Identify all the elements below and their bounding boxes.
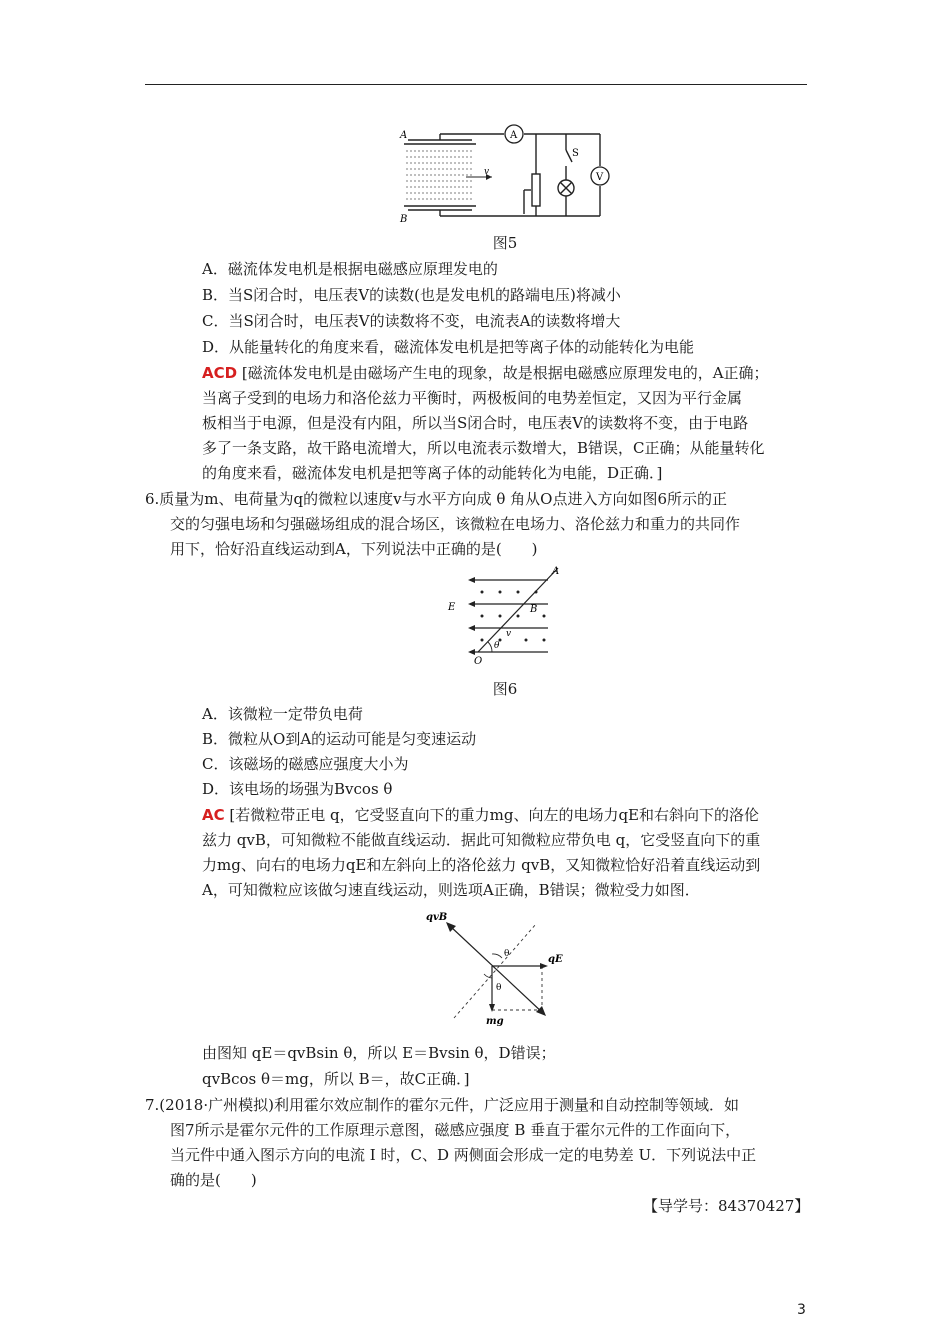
q7-stem-line: 确的是( ) bbox=[170, 1171, 257, 1189]
q6-explanation-line: 力mg、向右的电场力qE和左斜向上的洛伦兹力 qvB，又知微粒恰好沿着直线运动到 bbox=[202, 856, 761, 874]
q6-stem-line: 用下，恰好沿直线运动到A，下列说法中正确的是( ) bbox=[170, 540, 538, 558]
q6-option-d: D．该电场的场强为Bvcos θ bbox=[202, 780, 393, 798]
q5-option-a: A．磁流体发电机是根据电磁感应原理发电的 bbox=[202, 260, 498, 278]
fig6-label-b: B bbox=[530, 604, 538, 615]
fig5-label-plate-a: A bbox=[400, 130, 408, 141]
q6-option-a: A．该微粒一定带负电荷 bbox=[202, 705, 363, 723]
q5-option-b: B．当S闭合时，电压表V的读数(也是发电机的路端电压)将减小 bbox=[202, 286, 621, 304]
q6-option-b: B．微粒从O到A的运动可能是匀变速运动 bbox=[202, 730, 477, 748]
q7-stem-line: 当元件中通入图示方向的电流 I 时，C、D 两侧面会形成一定的电势差 U．下列说法中正 bbox=[170, 1146, 757, 1164]
figure-6-caption: 图6 bbox=[492, 680, 518, 698]
fig5-voltmeter-label: V bbox=[596, 172, 604, 183]
q6-stem-line: 6.质量为m、电荷量为q的微粒以速度v与水平方向成 θ 角从O点进入方向如图6所示的正 bbox=[145, 490, 728, 508]
q6-option-c: C．该磁场的磁感应强度大小为 bbox=[202, 755, 409, 773]
q5-option-d: D．从能量转化的角度来看，磁流体发电机是把等离子体的动能转化为电能 bbox=[202, 338, 695, 356]
q5-option-c: C．当S闭合时，电压表V的读数将不变，电流表A的读数将增大 bbox=[202, 312, 621, 330]
force-label-qe: qE bbox=[548, 954, 563, 965]
page-number: 3 bbox=[797, 1302, 806, 1318]
fig6-label-e: E bbox=[448, 602, 456, 613]
force-label-qvb: qvB bbox=[426, 912, 448, 923]
q7-guide-number: 【导学号：84370427】 bbox=[643, 1197, 810, 1215]
q7-stem-line: 图7所示是霍尔元件的工作原理示意图，磁感应强度 B 垂直于霍尔元件的工作面向下， bbox=[170, 1121, 741, 1139]
force-label-theta-2: θ bbox=[496, 983, 502, 993]
figure-6-field-diagram bbox=[442, 562, 566, 670]
fig5-label-velocity: v bbox=[484, 167, 490, 177]
q5-explanation-first-line bbox=[202, 363, 769, 383]
fig5-ammeter-label: A bbox=[510, 130, 518, 141]
header-rule bbox=[145, 84, 807, 85]
q6-conclusion-line: qvBcos θ＝mg，所以 B＝，故C正确．] bbox=[202, 1070, 470, 1088]
q6-explanation-line: [若微粒带正电 q，它受竖直向下的重力mg、向左的电场力qE和右斜向下的洛伦 bbox=[229, 806, 760, 824]
force-label-mg: mg bbox=[486, 1016, 504, 1027]
fig5-switch-label: S bbox=[572, 148, 579, 159]
q5-explanation-line: 多了一条支路，故干路电流增大，所以电流表示数增大，B错误，C正确；从能量转化 bbox=[202, 439, 765, 457]
fig6-label-v: v bbox=[506, 629, 512, 639]
figure-5-circuit bbox=[396, 124, 612, 226]
q6-explanation-first-line bbox=[202, 805, 759, 825]
q5-explanation-line: 当离子受到的电场力和洛伦兹力平衡时，两极板间的电势差恒定，又因为平行金属 bbox=[202, 389, 743, 407]
q6-explanation-line: A，可知微粒应该做匀速直线运动，则选项A正确，B错误；微粒受力如图． bbox=[202, 881, 700, 899]
q6-answer: AC bbox=[202, 806, 225, 824]
q5-explanation-line: 的角度来看，磁流体发电机是把等离子体的动能转化为电能，D正确．] bbox=[202, 464, 663, 482]
q6-explanation-line: 兹力 qvB，可知微粒不能做直线运动．据此可知微粒应带负电 q，它受竖直向下的重 bbox=[202, 831, 761, 849]
q6-conclusion-line: 由图知 qE＝qvBsin θ，所以 E＝Bvsin θ，D错误； bbox=[202, 1044, 556, 1062]
fig5-label-plate-b: B bbox=[400, 214, 408, 225]
fig6-label-a: A bbox=[552, 566, 560, 577]
force-diagram bbox=[424, 906, 586, 1030]
figure-5-caption: 图5 bbox=[492, 234, 518, 252]
fig6-label-o: O bbox=[474, 656, 483, 667]
q7-stem-line: 7.(2018·广州模拟)利用霍尔效应制作的霍尔元件，广泛应用于测量和自动控制等领域．如 bbox=[145, 1096, 739, 1114]
fig6-label-theta: θ bbox=[494, 641, 500, 651]
q5-answer: ACD bbox=[202, 364, 238, 382]
q5-explanation-line: 板相当于电源，但是没有内阻，所以当S闭合时，电压表V的读数将不变，由于电路 bbox=[202, 414, 749, 432]
force-label-theta-1: θ bbox=[504, 949, 510, 959]
q6-stem-line: 交的匀强电场和匀强磁场组成的混合场区，该微粒在电场力、洛伦兹力和重力的共同作 bbox=[170, 515, 741, 533]
q5-explanation-line: [磁流体发电机是由磁场产生电的现象，故是根据电磁感应原理发电的，A正确； bbox=[241, 364, 769, 382]
